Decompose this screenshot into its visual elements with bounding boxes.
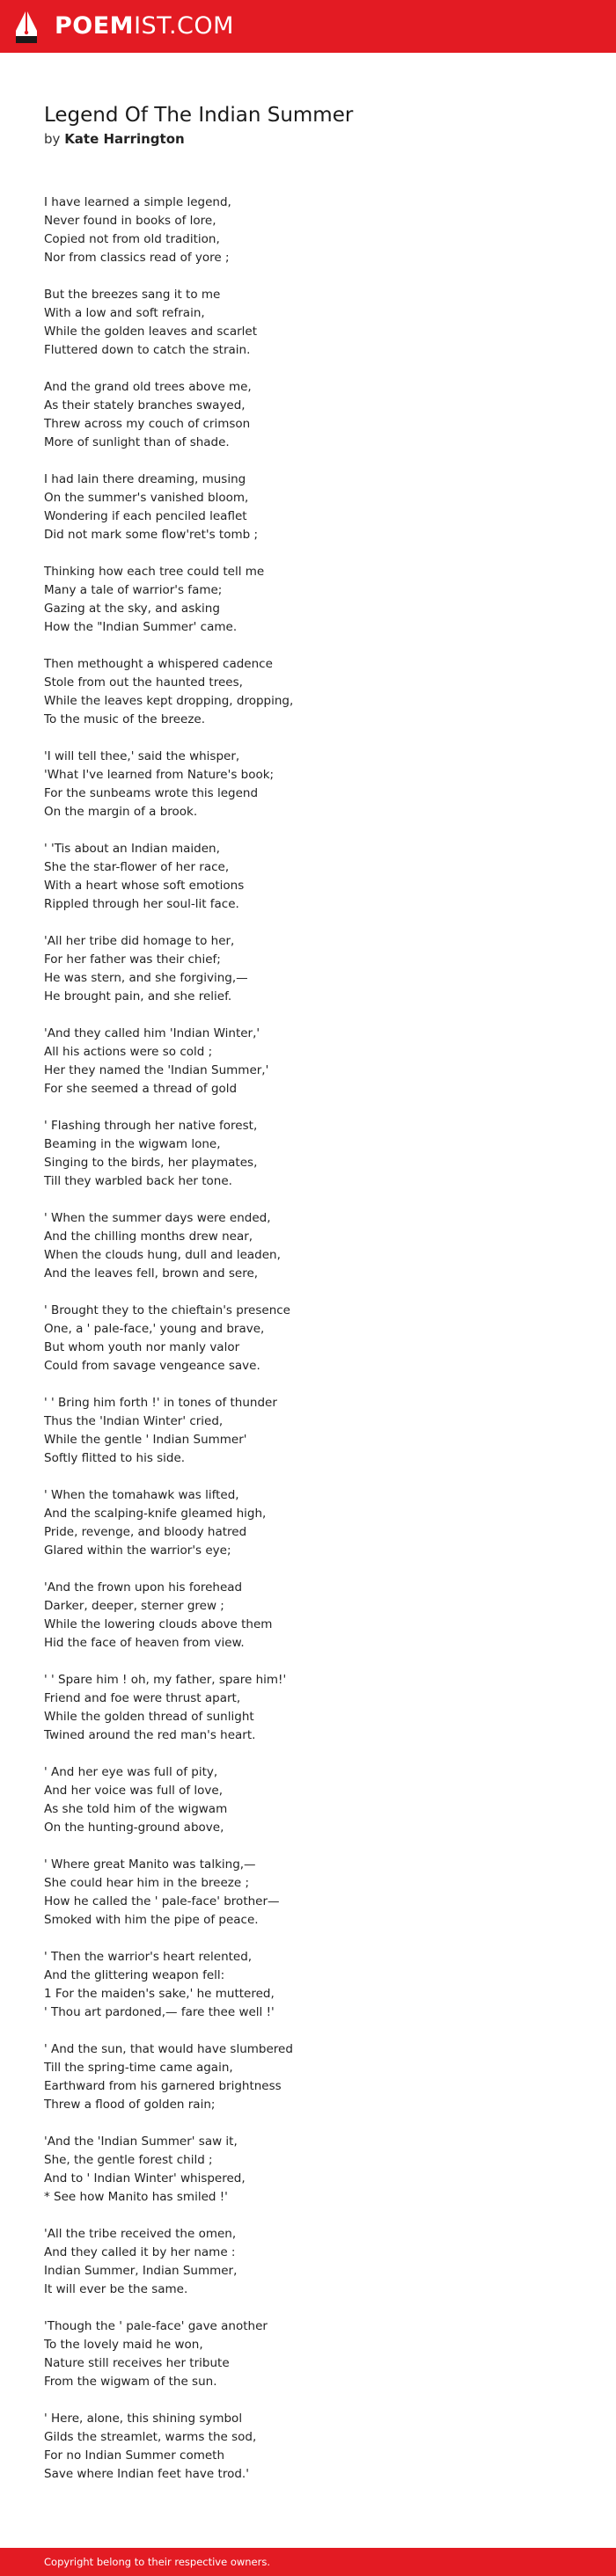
poem-line: All his actions were so cold ; [44,1045,213,1059]
poem-line: It will ever be the same. [44,2282,188,2296]
poem-stanza [44,655,293,729]
poem-line: Till they warbled back her tone. [44,1174,232,1188]
poem-line: Threw across my couch of crimson [44,417,251,431]
poem-line: And the chilling months drew near, [44,1230,253,1244]
site-header [0,0,616,53]
poem-line: And the scalping-knife gleamed high, [44,1507,267,1521]
poem-line: Thus the 'Indian Winter' cried, [44,1414,224,1428]
logo-light-text: IST.COM [134,12,234,40]
poem-line: With a low and soft refrain, [44,306,205,320]
poem-line: Nature still receives her tribute [44,2356,230,2370]
site-logo[interactable] [55,12,234,40]
poem-stanza [44,2317,293,2391]
poem-stanza [44,748,293,821]
poem-line: One, a ' pale-face,' young and brave, [44,1322,265,1336]
poem-line: Gazing at the sky, and asking [44,602,220,616]
poem-line: ' And her eye was full of pity, [44,1765,218,1779]
poem-stanza [44,1579,293,1653]
poem-line: 'All her tribe did homage to her, [44,934,235,948]
poem-line: 'Though the ' pale-face' gave another [44,2319,268,2333]
poem-line: ' Where great Manito was talking,— [44,1857,256,1872]
poem-line: Gilds the streamlet, warms the sod, [44,2430,257,2444]
poem-line: More of sunlight than of shade. [44,435,230,449]
poem-line: Rippled through her soul-lit face. [44,897,239,911]
poem-line: While the golden thread of sunlight [44,1710,254,1724]
poem-line: For no Indian Summer cometh [44,2448,225,2463]
poem-line: How he called the ' pale-face' brother— [44,1894,280,1908]
poem-line: But whom youth nor manly valor [44,1340,240,1354]
poem-line: And to ' Indian Winter' whispered, [44,2171,246,2186]
poem-stanza [44,471,293,544]
poem-line: Then methought a whispered cadence [44,657,273,671]
poem-stanza [44,932,293,1006]
poem-line: 'All the tribe received the omen, [44,2227,237,2241]
poem-line: Thinking how each tree could tell me [44,565,265,579]
poem-line: While the golden leaves and scarlet [44,325,258,339]
poem-line: 'And the 'Indian Summer' saw it, [44,2135,238,2149]
poem-line: ' Then the warrior's heart relented, [44,1950,253,1964]
poem-line: Did not mark some flow'ret's tomb ; [44,528,259,542]
poem-line: Copied not from old tradition, [44,232,220,246]
poem-line: Friend and foe were thrust apart, [44,1691,241,1705]
poem-line: 'What I've learned from Nature's book; [44,768,275,782]
poem-line: Wondering if each penciled leaflet [44,509,247,523]
poem-stanza [44,2410,293,2484]
poem-line: Glared within the warrior's eye; [44,1543,231,1558]
poem-line: As she told him of the wigwam [44,1802,228,1816]
poem-line: With a heart whose soft emotions [44,879,245,893]
poem-line: How the "Indian Summer' came. [44,620,238,634]
poem-line: On the hunting-ground above, [44,1821,224,1835]
poem-line: From the wigwam of the sun. [44,2375,217,2389]
poem-line: He was stern, and she forgiving,— [44,971,248,985]
poem-line: Stole from out the haunted trees, [44,675,243,690]
poem-line: On the summer's vanished bloom, [44,491,249,505]
poem-line: 1 For the maiden's sake,' he muttered, [44,1987,275,2001]
poem-line: 'I will tell thee,' said the whisper, [44,749,240,763]
poem-line: While the leaves kept dropping, dropping, [44,694,294,708]
poem-stanza [44,378,293,452]
poem-line: As their stately branches swayed, [44,398,246,412]
poem-line: Threw a flood of golden rain; [44,2098,216,2112]
poem-line: She could hear him in the breeze ; [44,1876,250,1890]
poem-stanza [44,1302,293,1376]
poem-stanza [44,1117,293,1191]
poem-stanza [44,1025,293,1098]
poem-line: ' Flashing through her native forest, [44,1119,258,1133]
poem-line: Her they named the 'Indian Summer,' [44,1063,269,1077]
logo-bold-text: POEM [55,12,135,40]
poem-line: Save where Indian feet have trod.' [44,2467,249,2481]
poem-stanza [44,1394,293,1468]
poem-line: ' 'Tis about an Indian maiden, [44,842,220,856]
poem-stanza [44,563,293,637]
poem-line: Darker, deeper, sterner grew ; [44,1599,224,1613]
poem-stanza [44,2040,293,2114]
poem-line: Never found in books of lore, [44,214,216,228]
poem-line: ' Thou art pardoned,— fare thee well !' [44,2005,275,2019]
poem-line: * See how Manito has smiled !' [44,2190,228,2204]
poem-line: Pride, revenge, and bloody hatred [44,1525,247,1539]
poem-line: He brought pain, and she relief. [44,989,232,1003]
poem-byline [44,130,185,148]
poem-line: When the clouds hung, dull and leaden, [44,1248,281,1262]
poem-line: On the margin of a brook. [44,805,198,819]
poem-line: And the glittering weapon fell: [44,1968,225,1982]
poem-stanza [44,1856,293,1930]
poem-line: 'And the frown upon his forehead [44,1580,243,1594]
poem-line: While the gentle ' Indian Summer' [44,1433,247,1447]
pen-nib-icon[interactable] [14,9,39,44]
poem-line: ' And the sun, that would have slumbered [44,2042,293,2056]
site-footer [0,2548,616,2576]
poem-line: ' ' Bring him forth !' in tones of thunder [44,1396,277,1410]
poem-line: Fluttered down to catch the strain. [44,343,251,357]
poem-stanza [44,1948,293,2022]
poem-line: She, the gentle forest child ; [44,2153,213,2167]
poem-line: For she seemed a thread of gold [44,1082,238,1096]
poem-stanza [44,193,293,267]
poem-line: And they called it by her name : [44,2245,236,2259]
poem-line: And her voice was full of love, [44,1784,224,1798]
poem-line: Softly flitted to his side. [44,1451,186,1465]
poem-stanza [44,1209,293,1283]
poem-line: Nor from classics read of yore ; [44,251,230,265]
poem-line: I have learned a simple legend, [44,195,231,209]
poem-line: Beaming in the wigwam lone, [44,1137,221,1151]
poem-line: While the lowering clouds above them [44,1617,273,1631]
poem-stanza [44,286,293,360]
poem-title: Legend Of The Indian Summer [44,104,354,127]
poem-line: And the grand old trees above me, [44,380,252,394]
by-label: by [44,131,61,147]
poem-stanza [44,2133,293,2207]
poem-stanza [44,1763,293,1837]
poem-line: I had lain there dreaming, musing [44,472,246,486]
poem-line: 'And they called him 'Indian Winter,' [44,1026,260,1040]
poem-line: But the breezes sang it to me [44,288,221,302]
copyright-notice: Copyright belong to their respective owners. [44,2556,271,2568]
poem-line: To the music of the breeze. [44,712,206,726]
poem-line: Earthward from his garnered brightness [44,2079,282,2093]
poem-line: Many a tale of warrior's fame; [44,583,223,597]
poem-line: Smoked with him the pipe of peace. [44,1913,259,1927]
poem-line: ' Here, alone, this shining symbol [44,2412,243,2426]
poem-stanza [44,2225,293,2299]
poem-line: For her father was their chief; [44,952,221,967]
poem-line: Could from savage vengeance save. [44,1359,260,1373]
poem-line: Till the spring-time came again, [44,2061,233,2075]
poem-stanza [44,1671,293,1745]
author-name[interactable]: Kate Harrington [64,131,185,147]
poem-line: ' When the summer days were ended, [44,1211,271,1225]
poem-line: Singing to the birds, her playmates, [44,1156,258,1170]
poem-line: She the star-flower of her race, [44,860,230,874]
poem-line: Hid the face of heaven from view. [44,1636,245,1650]
poem-line: ' When the tomahawk was lifted, [44,1488,239,1502]
poem-line: For the sunbeams wrote this legend [44,786,259,800]
poem-line: To the lovely maid he won, [44,2338,203,2352]
poem-line: ' ' Spare him ! oh, my father, spare him!' [44,1673,287,1687]
poem-stanza [44,840,293,914]
poem-line: Twined around the red man's heart. [44,1728,256,1742]
poem-line: Indian Summer, Indian Summer, [44,2264,238,2278]
poem-body [44,193,293,2502]
poem-line: And the leaves fell, brown and sere, [44,1266,259,1281]
poem-stanza [44,1486,293,1560]
poem-line: ' Brought they to the chieftain's presence [44,1303,290,1317]
